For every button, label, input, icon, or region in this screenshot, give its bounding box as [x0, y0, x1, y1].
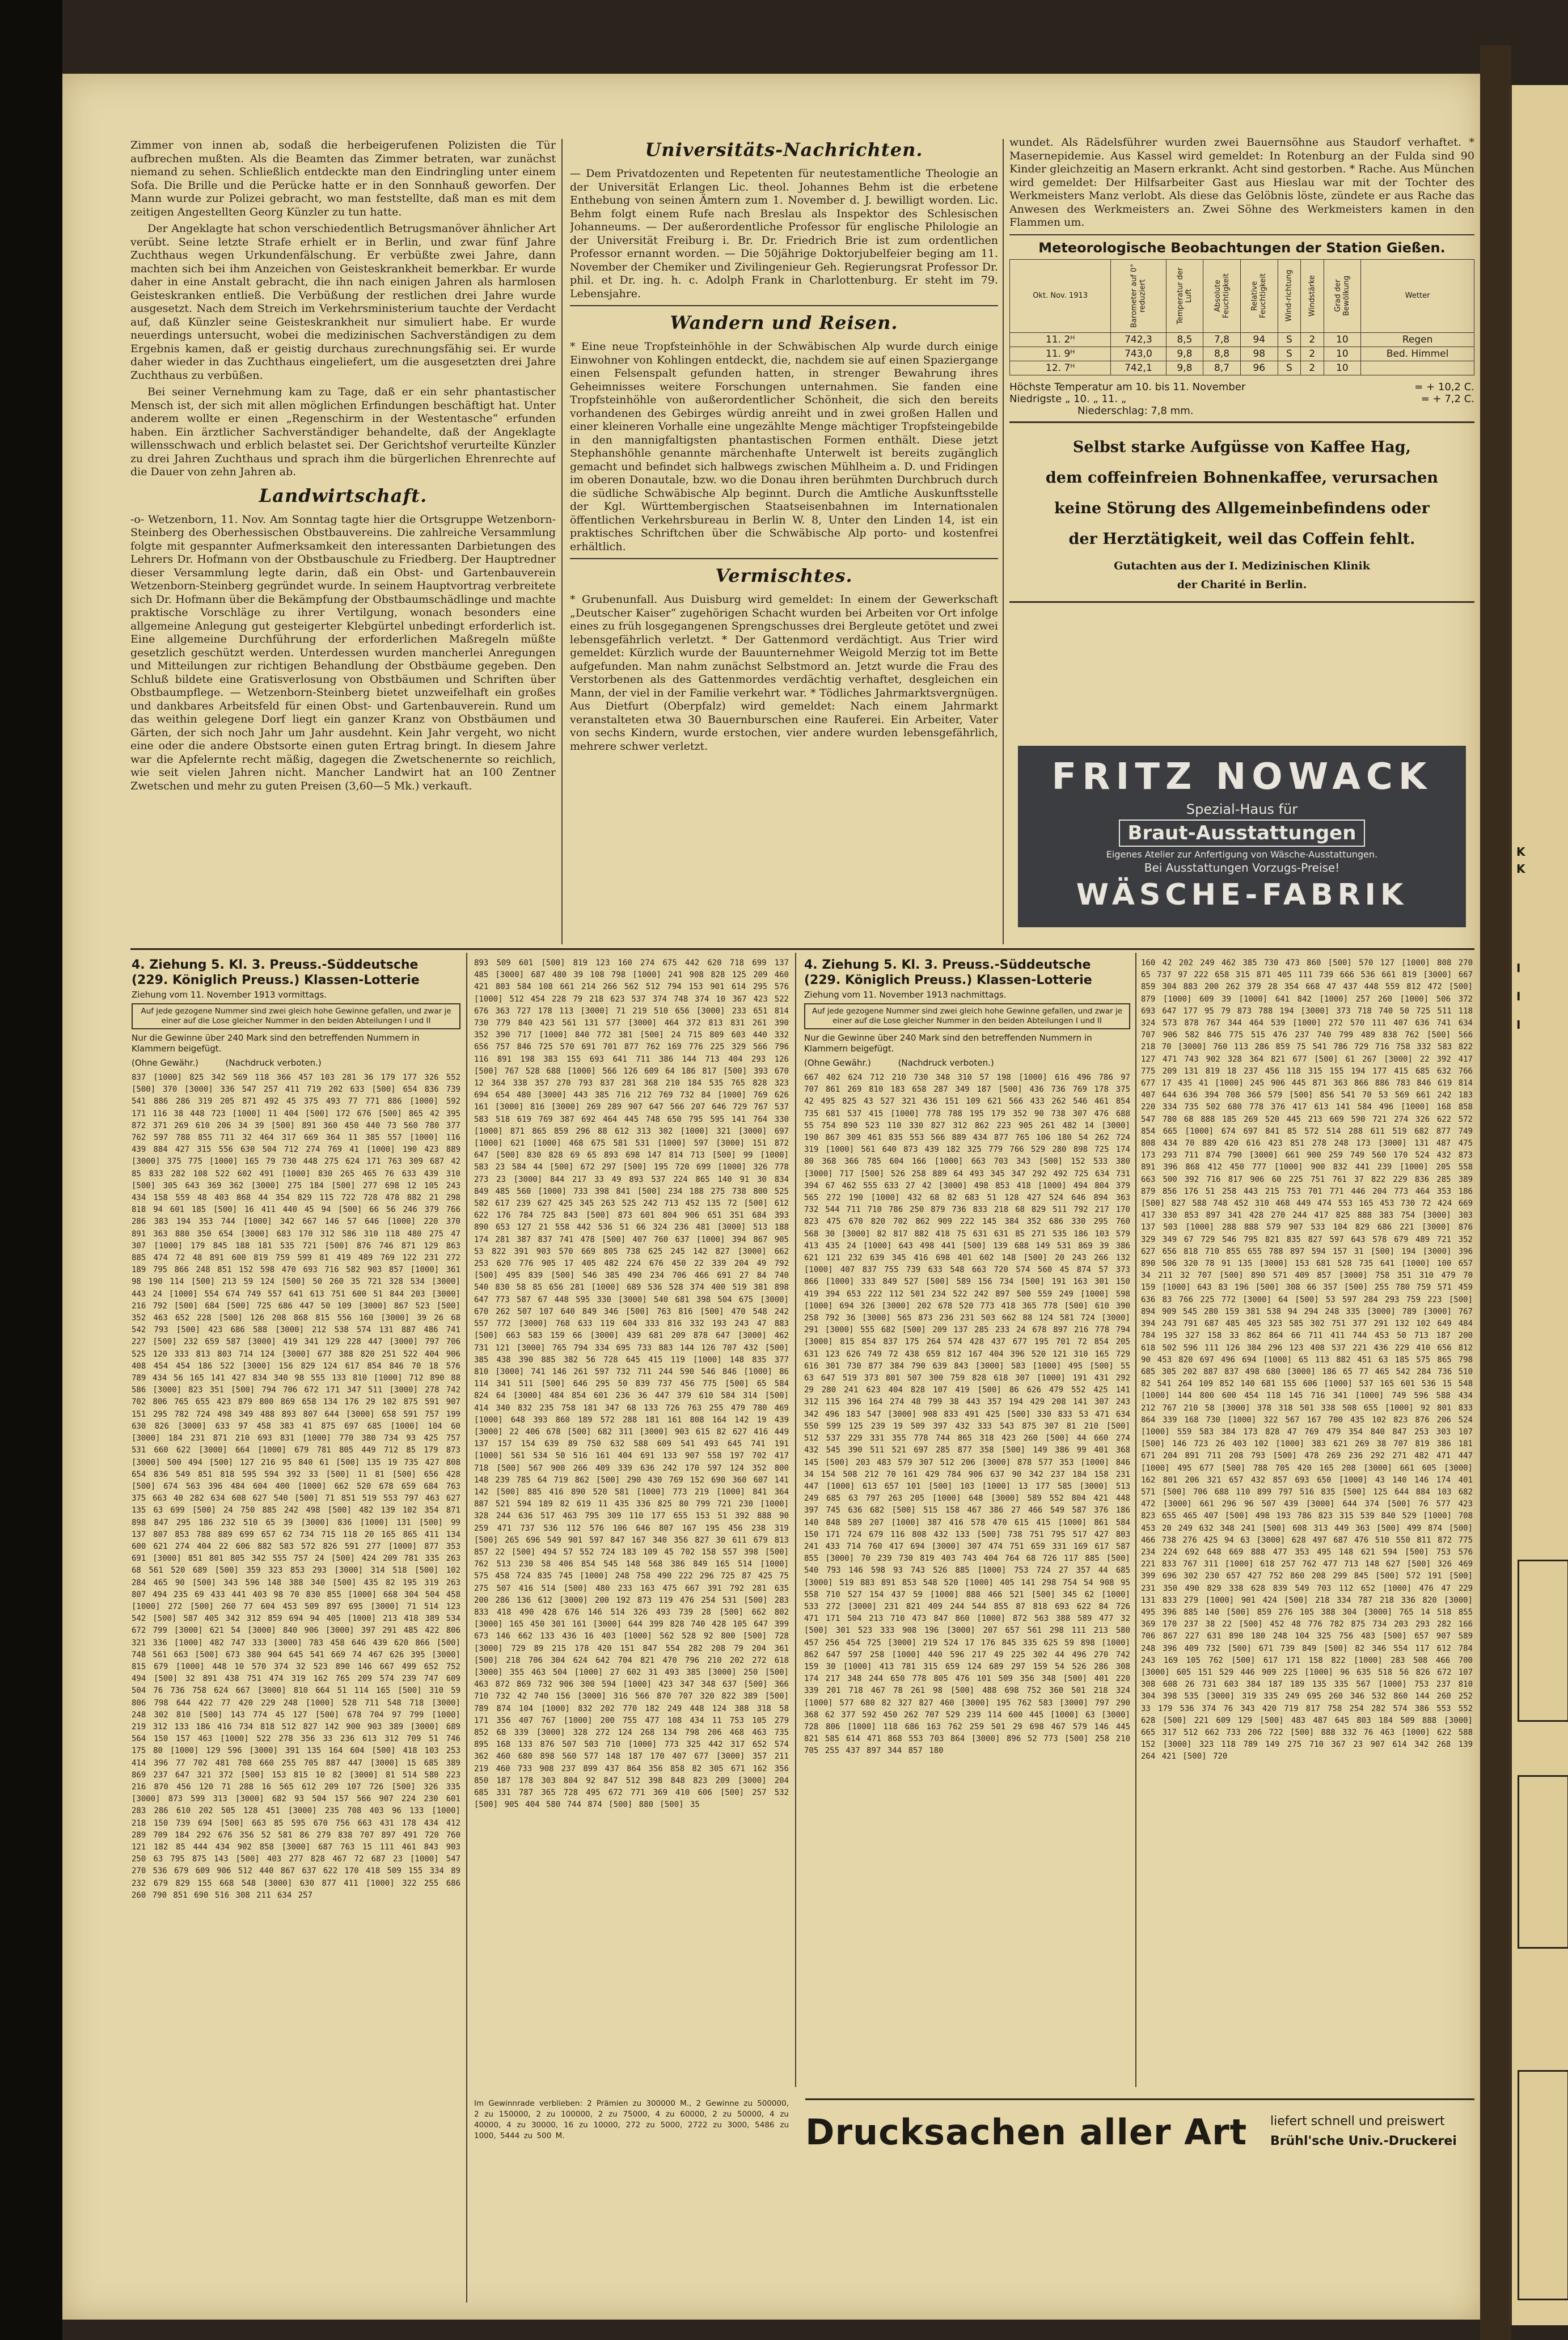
edge-ad-box: [1518, 1560, 1568, 1722]
lottery-left-cont: [474, 957, 789, 2092]
meteo-cell: 10: [1324, 332, 1361, 347]
article-text: Zimmer von innen ab, sodaß die herbeigerufenen Polizisten die Tür aufbrechen mußten. Als die Beamten das Zimmer betraten, war zunächst niemand zu sehen. Schließlich entdeckte man den Eindringling unter einem Sofa. Die Brille und die Perücke hatte er in den Sonnhauß geworfen. Der Mann wurde zur Polizei gebracht, wo man feststellte, daß man es mit dem zeitigen Angestellten Georg Künzler zu tun hatte.: [130, 139, 556, 218]
ad-title: Drucksachen aller Art: [805, 2111, 1248, 2153]
divider: [1009, 234, 1474, 235]
meteo-title: Meteorologische Beobachtungen der Station Gießen.: [1038, 239, 1446, 256]
ad-brand: FRITZ NOWACK: [1051, 756, 1432, 798]
ad-sub: Braut-Ausstattungen: [1119, 820, 1366, 847]
meteo-row: [1010, 347, 1474, 361]
column-rule: [795, 953, 796, 2087]
meteo-cell: 742,1: [1111, 361, 1166, 375]
section-heading-vermischtes: Vermischtes.: [715, 565, 853, 586]
ad-text: liefert schnell und preiswert: [1270, 2114, 1445, 2128]
meteo-row: [1010, 361, 1474, 375]
lottery-left: [132, 957, 460, 2307]
meteo-cell: 10: [1324, 347, 1361, 361]
article-text: -o- Wetzenborn, 11. Nov. Am Sonntag tagte hier die Ortsgruppe Wetzenborn-Steinberg des Oberhessischen Obstbauvereins. Die zahlreiche Versammlung folgte mit gespannter Aufmerksamkeit den interessanten Darbietungen des Lehrers Dr. Hofmann von der Obstbauschule zu Friedberg. Der Hauptredner dieser Versammlung legte darin, daß ein Obst- und Gartenbauverein Wetzenborn-Steinberg gegründet wurde. In seinem Hauptvortrag verbreitete sich Dr. Hofmann über die Bekämpfung der Obstbaumschädlinge und machte praktische Vorschläge zu ihrer Vertilgung, wonach besonders eine allgemeine Anlegung gut gesteigerter Klebgürtel unbedingt erforderlich ist. Eine allgemeine Durchführung der erforderlichen Maßregeln müßte gesetzlich geschützt werden. Unterdessen wurden mancherlei Anregungen und Mitteilungen zur richtigen Behandlung der Obstbäume gegeben. Den Schluß bildete eine Gratisverlosung von Obstbäumen und Schriften über Obstbaumpflege. — Wetzenborn-Steinberg bietet unzweifelhaft ein großes und dankbares Arbeitsfeld für einen Obst- und Gartenbauverein. Rund um das weithin gelegene Dorf liegt ein ganzer Kranz von Obstbäumen und Gärten, der sich noch Jahr um Jahr ausdehnt. Kein Jahr vergeht, wo nicht eine oder die andere Obstsorte einen guten Ertrag bringt. In diesem Jahre war die Apfelernte recht mäßig, dagegen die Zwetschenernte so reichlich, wie seit vielen Jahren nicht. Mancher Landwirt hat an 100 Zentner Zwetschen und mehr zu guten Preisen (3,60—5 Mk.) verkauft.: [130, 513, 556, 792]
divider: [1009, 421, 1474, 423]
meteo-header: Wetter: [1361, 259, 1474, 332]
edge-letter: K: [1516, 845, 1525, 859]
meteo-cell: 8,7: [1203, 361, 1241, 375]
coffee-ad: Selbst starke Aufgüsse von Kaffee Hag, dem coffeinfreien Bohnenkaffee, verursachen keine Störung des Allgemeinbefindens oder der Herztätigkeit, weil das Coffein fehlt. Gutachten aus der I. Medizinischen Klinik der Charité in Berlin.: [1045, 438, 1439, 591]
section-heading-landwirtschaft: Landwirtschaft.: [259, 484, 428, 506]
meteo-rain: Niederschlag: 7,8 mm.: [1077, 404, 1194, 417]
meteo-cell: 94: [1240, 332, 1278, 347]
column-left: [130, 139, 556, 947]
meteo-cell: 2: [1301, 347, 1324, 361]
lottery-note: (Ohne Gewähr.) (Nachdruck verboten.): [804, 1058, 994, 1068]
meteo-cell: 2: [1301, 361, 1324, 375]
lottery-numbers: 160 42 202 249 462 385 730 473 860 [500] 570 127 [1000] 808 270 65 737 97 222 658 315 871 405 111 739 666 536 661 819 [3000] 667 859 304 883 200 262 379 28 354 668 47 437 448 559 812 472 [500] 879 [1000] 609 39 [1000] 641 842 [1000] 257 260 [1000] 506 372 693 647 177 95 79 873 788 194 [3000] 373 718 740 50 725 511 118 324 573 878 767 344 464 539 [1000] 272 570 111 407 636 741 634 707 906 582 846 775 515 476 237 740 799 489 838 762 [500] 566 218 70 [3000] 760 113 286 859 75 541 786 729 716 758 332 583 822 127 471 743 902 328 364 821 677 [500] 61 267 [3000] 22 392 417 775 209 131 819 18 237 456 118 315 155 194 177 415 685 632 766 677 17 435 41 [1000] 245 906 445 871 363 866 886 783 846 619 814 407 644 636 394 708 366 579 [500] 856 541 70 53 569 661 242 183 220 334 735 502 680 778 376 417 613 141 584 496 [1000] 168 858 547 780 68 888 185 269 520 445 213 669 590 721 274 326 622 572 854 665 [1000] 674 697 841 85 572 514 288 611 519 682 877 749 808 434 70 889 420 616 423 851 278 248 173 [3000] 131 487 475 173 293 711 874 790 [3000] 661 900 259 749 560 170 524 432 873 891 396 868 412 450 777 [1000] 900 832 441 239 [1000] 205 558 663 500 392 716 817 906 60 225 751 761 37 822 229 836 285 389 879 856 176 51 258 443 215 753 701 771 446 204 773 464 353 186 [500] 827 588 748 452 310 468 449 474 553 165 453 730 72 424 669 417 330 853 897 341 428 270 244 417 825 888 383 754 [3000] 303 137 503 [1000] 288 888 579 907 533 104 829 686 221 [3000] 876 329 349 67 729 546 795 821 835 827 597 643 578 679 489 721 352 627 656 818 710 855 655 788 897 594 157 31 [500] 194 [3000] 396 890 506 320 78 91 135 [3000] 153 681 528 735 641 [1000] 100 657 34 211 32 707 [500] 890 571 409 857 [3000] 758 351 310 479 70 159 [1000] 643 83 196 [500] 308 66 357 [500] 255 780 759 571 459 636 83 766 225 772 [3000] 64 [500] 53 597 284 293 759 223 [500] 894 909 545 280 159 381 538 94 294 248 335 [3000] 789 [3000] 767 394 243 791 687 485 405 323 585 302 751 377 291 132 102 649 484 784 195 327 158 33 862 864 66 711 411 744 453 50 713 187 200 618 502 596 111 126 384 296 123 408 537 221 436 229 410 656 812 90 453 820 697 496 694 [1000] 65 113 882 451 63 185 575 865 798 685 305 202 887 837 498 680 [3000] 186 65 77 465 542 284 736 510 82 541 264 109 852 140 681 155 606 [1000] 537 165 601 536 15 548 [1000] 144 800 600 454 118 145 716 341 [1000] 749 596 588 434 212 767 210 58 [3000] 378 318 501 338 508 655 [1000] 92 801 833 864 339 168 730 [1000] 322 567 167 700 435 102 823 876 206 524 [1000] 559 583 384 173 828 47 769 479 354 840 847 253 303 107 [500] 146 723 26 403 102 [1000] 383 621 269 38 707 819 386 181 671 204 891 711 208 793 [500] 478 269 236 292 271 482 471 447 [1000] 495 677 [500] 788 705 420 165 208 [3000] 661 605 [3000] 162 801 206 321 657 432 857 693 650 [1000] 43 140 146 174 401 571 [500] 706 688 110 899 797 516 835 [500] 125 644 884 103 682 472 [3000] 661 296 96 507 439 [3000] 644 374 [500] 76 577 423 823 655 465 407 [500] 498 193 786 823 315 539 840 529 [1000] 708 453 20 249 632 348 241 [500] 608 313 449 363 [500] 499 874 [500] 466 738 276 425 94 63 [3000] 628 497 687 476 510 550 811 872 775 234 224 692 648 669 888 477 353 495 148 621 594 [500] 753 576 221 833 767 311 [1000] 618 257 762 477 713 148 627 [500] 326 469 399 696 302 230 657 427 752 860 208 299 845 [500] 572 191 [500] 231 350 490 829 338 628 839 549 703 112 652 [1000] 476 47 229 131 833 279 [1000] 901 424 [500] 218 334 787 218 336 820 [3000] 495 396 885 140 [500] 859 276 105 388 304 [3000] 765 14 518 855 369 170 237 38 22 [500] 452 48 776 782 875 734 203 293 282 166 706 867 227 631 890 180 248 104 325 756 483 [500] 657 907 589 248 396 409 732 [500] 671 739 849 [500] 82 346 554 117 612 784 243 169 105 762 [500] 617 171 158 822 [1000] 283 508 466 700 [3000] 605 151 529 446 909 225 [1000] 96 635 518 56 826 672 107 308 608 26 731 603 384 187 189 135 335 567 [1000] 753 237 810 304 398 535 [3000] 319 335 249 695 260 346 532 860 144 260 252 33 179 536 374 76 343 420 719 817 758 254 282 574 386 553 552 628 [500] 221 609 129 [500] 483 487 645 803 184 509 888 [3000] 665 317 512 662 733 206 722 [500] 888 332 76 463 [1000] 622 588 152 [3000] 323 118 789 149 275 710 367 23 907 614 342 268 139 264 421 [500] 720: [1141, 958, 1473, 1762]
meteo-cell: 98: [1240, 347, 1278, 361]
column-middle: [570, 139, 998, 947]
ad-sub: Eigenes Atelier zur Anfertigung von Wäsche-Ausstattungen.: [1106, 849, 1378, 860]
edge-ad-box: [1518, 2070, 1568, 2300]
meteo-cell: 96: [1240, 361, 1278, 375]
lottery-rule-box: Auf jede gezogene Nummer sind zwei gleich hohe Gewinne gefallen, und zwar je einer auf die Lose gleicher Nummer in den beiden Abteilungen I und II: [804, 1003, 1130, 1029]
meteo-header: Temperatur der Luft: [1166, 259, 1203, 332]
section-heading-university: Universitäts-Nachrichten.: [645, 139, 923, 160]
meteo-cell: S: [1278, 361, 1300, 375]
meteo-cell: Bed. Himmel: [1361, 347, 1474, 361]
meteo-table: [1009, 259, 1474, 375]
meteo-cell: [1361, 361, 1474, 375]
lottery-heading: 4. Ziehung 5. Kl. 3. Preuss.-Süddeutsche: [804, 958, 1091, 972]
meteo-cell: 743,0: [1111, 347, 1166, 361]
section-heading-wandern: Wandern und Reisen.: [670, 312, 898, 333]
meteo-row: [1010, 332, 1474, 347]
edge-letter: I: [1516, 1018, 1521, 1032]
meteo-cell: 9,8: [1166, 361, 1203, 375]
lottery-heading: (229. Königlich Preuss.) Klassen-Lotterie: [804, 973, 1092, 987]
lottery-date: Ziehung vom 11. November 1913 vormittags.: [132, 990, 327, 1000]
meteo-header: Relative Feuchtigkeit: [1240, 259, 1278, 332]
horizontal-rule: [130, 948, 1474, 950]
meteo-header: Wind-richtung: [1278, 259, 1300, 332]
meteo-header: Windstärke: [1301, 259, 1324, 332]
meteo-header: Absolute Feuchtigkeit: [1203, 259, 1241, 332]
column-rule: [1003, 139, 1004, 944]
edge-letter: I: [1516, 990, 1521, 1003]
page-margin-dark: [0, 0, 62, 2340]
meteo-cell: 12. 7ᴴ: [1010, 361, 1111, 375]
meteo-header: Okt. Nov. 1913: [1010, 259, 1111, 332]
meteo-header: Grad der Bewölkung: [1324, 259, 1361, 332]
lottery-numbers: 667 402 624 712 210 730 348 310 57 198 [1000] 616 496 786 97 707 861 269 810 183 658 287 349 187 [500] 436 736 769 178 375 42 495 825 43 527 321 436 151 109 621 566 433 262 546 461 854 735 681 537 415 [1000] 778 788 195 179 352 90 738 307 476 688 55 754 890 523 110 330 827 312 862 223 905 261 482 14 [3000] 190 867 309 461 835 553 566 889 434 877 765 106 180 54 262 724 319 [1000] 561 640 873 439 182 325 779 766 529 280 898 725 174 80 368 366 785 604 166 [1000] 663 703 343 [500] 152 533 380 [3000] 717 [500] 526 258 889 64 493 345 347 292 492 725 634 731 394 67 462 555 633 27 42 [3000] 498 853 418 [1000] 494 804 379 565 272 190 [1000] 432 68 82 683 51 128 427 524 646 894 363 732 544 711 710 786 250 879 736 833 218 68 829 511 792 217 170 823 475 670 820 702 862 909 222 145 384 352 686 330 295 760 568 30 [3000] 82 817 882 418 75 631 631 85 271 535 186 103 579 413 435 24 [1000] 643 498 441 [500] 139 688 149 531 869 39 386 621 121 232 639 345 416 698 401 602 148 [500] 20 243 266 132 [1000] 407 837 755 739 633 548 663 720 574 560 45 874 57 373 866 [1000] 333 849 527 [500] 589 156 734 [500] 191 163 301 150 419 394 653 222 112 501 234 522 242 897 500 559 249 [1000] 598 [1000] 694 326 [3000] 202 678 520 773 418 365 778 [500] 610 390 258 792 36 [3000] 565 873 236 231 503 662 88 124 581 724 [3000] 291 [3000] 555 682 [500] 209 137 285 233 24 678 897 216 778 794 [3000] 815 854 837 175 264 574 428 437 677 195 701 72 854 205 631 123 626 749 72 438 659 812 167 404 396 520 121 310 165 729 616 301 730 877 384 790 639 843 [3000] 583 [1000] 495 [500] 55 63 647 519 373 801 507 300 759 828 618 307 [1000] 191 431 292 29 280 241 623 404 828 107 419 [500] 86 626 479 552 425 141 312 115 396 164 274 48 799 38 443 357 194 429 208 141 307 243 342 496 183 547 [3000] 908 833 491 425 [500] 330 833 53 471 634 550 599 125 239 19 509 397 432 333 543 875 307 81 210 [500] 512 537 229 331 355 778 744 865 318 423 260 [500] 44 660 274 432 545 390 511 521 697 285 877 358 [500] 149 386 99 401 368 145 [500] 203 483 579 307 512 206 [3000] 878 577 353 [1000] 846 34 154 508 212 70 161 429 784 906 637 90 342 237 184 158 231 447 [1000] 613 657 101 [500] 103 [1000] 13 177 585 [3000] 513 249 685 63 797 263 205 [1000] 648 [3000] 589 552 804 421 448 397 745 636 682 [500] 515 158 467 386 27 466 549 587 376 186 140 848 589 207 [1000] 387 416 578 470 615 415 [1000] 861 584 150 171 724 679 116 808 432 133 [500] 738 751 795 517 427 803 241 433 714 760 417 694 [3000] 307 474 751 659 331 169 617 587 855 [3000] 70 239 730 819 403 743 404 764 68 726 117 885 [500] 540 793 146 598 93 743 526 885 [1000] 753 724 27 357 44 685 [3000] 519 883 891 853 548 520 [1000] 405 141 298 754 54 908 95 558 710 527 154 437 59 [1000] 888 466 521 [500] 345 62 [1000] 533 272 [3000] 231 821 409 244 544 855 87 818 693 622 84 726 471 171 504 213 710 473 847 860 [1000] 872 563 388 589 477 32 [500] 301 523 333 908 196 [3000] 207 657 561 298 111 213 580 457 256 454 725 [3000] 219 524 17 176 845 335 625 59 898 [1000] 862 647 597 258 [1000] 440 596 217 49 225 302 44 496 270 742 159 30 [1000] 413 781 315 659 124 689 297 159 54 526 286 308 174 217 348 244 650 778 805 476 101 509 356 348 [500] 401 220 339 201 718 467 78 261 98 [500] 488 698 752 360 501 218 324 [1000] 577 680 82 327 827 460 [3000] 195 762 583 [3000] 797 290 368 62 377 592 450 262 707 529 239 114 600 445 [1000] 63 [3000] 728 806 [1000] 118 686 163 762 259 501 29 698 467 579 146 445 821 585 614 471 868 553 703 864 [3000] 896 52 773 [500] 258 210 705 255 437 897 344 857 180: [804, 1073, 1130, 1756]
lottery-rule-box: Auf jede gezogene Nummer sind zwei gleich hohe Gewinne gefallen, und zwar je einer auf die Lose gleicher Nummer in den beiden Abteilungen I und II: [132, 1003, 460, 1029]
article-text: Bei seiner Vernehmung kam zu Tage, daß er ein sehr phantastischer Mensch ist, der sich mit allen möglichen Erfindungen beschäftigt hat. Unter anderem wollte er einen „Regenschirm in der Westentasche“ erfunden haben. Ein ärztlicher Sachverständiger behandelte, daß der Angeklagte willensschwach und erblich belastet sei. Der Gerichtshof verurteilte Künzler zu drei Jahren Zuchthaus und sprach ihm die bürgerlichen Ehrenrechte auf die Dauer von zehn Jahren ab.: [130, 386, 556, 478]
ad-text: Brühl'sche Univ.-Druckerei: [1270, 2134, 1457, 2148]
lottery-note: (Ohne Gewähr.) (Nachdruck verboten.): [132, 1058, 322, 1068]
lottery-date: Ziehung vom 11. November 1913 nachmittags.: [804, 990, 1007, 1000]
meteo-cell: 8,8: [1203, 347, 1241, 361]
meteo-cell: 9,8: [1166, 347, 1203, 361]
divider: [570, 305, 998, 306]
drucksachen-ad: [805, 2098, 1474, 2214]
prize-note: Im Gewinnrade verblieben: 2 Prämien zu 300000 M., 2 Gewinne zu 500000, 2 zu 150000, 2 zu 100000, 2 zu 75000, 4 zu 60000, 2 zu 50000, 4 zu 40000, 4 zu 30000, 16 zu 10000, 272 zu 5000, 2722 zu 3000, 5486 zu 1000, 5444 zu 500 M.: [474, 2099, 789, 2140]
edge-letter: I: [1516, 961, 1521, 975]
meteo-cell: 2: [1301, 332, 1324, 347]
lottery-heading: 4. Ziehung 5. Kl. 3. Preuss.-Süddeutsche: [132, 958, 419, 972]
fritz-nowack-ad: [1018, 746, 1466, 927]
meteo-max: Höchste Temperatur am 10. bis 11. November = + 10,2 C.: [1009, 381, 1474, 393]
article-text: Der Angeklagte hat schon verschiedentlich Betrugsmanöver ähnlicher Art verübt. Seine letzte Strafe erhielt er in Berlin, und zwar fünf Jahre Zuchthaus wegen Urkundenfälschung. Er verbüßte zwei Jahre, dann machten sich bei ihm Anzeichen von Geisteskrankheit bemerkbar. Er wurde daher in eine Anstalt gebracht, die ihn nach einigen Jahren als harmlosen Geisteskranken entließ. Die Verbüßung der restlichen drei Jahre wurde ausgesetzt. Nach dem Streich im Verkehrsministerium tauchte der Verdacht auf, daß Künzler seine Geisteskrankheit nur simuliert habe. Er wurde neuerdings untersucht, wobei die medizinischen Sachverständigen zu dem Ergebnis kamen, daß er geistig durchaus zurechnungsfähig sei. Er wurde daher wieder in das Zuchthaus eingeliefert, um die ausgesetzten drei Jahre Zuchthaus zu verbüßen.: [130, 222, 556, 382]
meteo-cell: 742,3: [1111, 332, 1166, 347]
lottery-numbers: 837 [1000] 825 342 569 118 366 457 103 281 36 179 177 326 552 [500] 370 [3000] 336 547 257 411 719 202 633 [500] 654 836 739 541 886 286 319 205 871 492 45 375 493 77 771 886 [1000] 592 171 116 38 448 723 [1000] 11 404 [500] 172 676 [500] 865 42 395 872 371 269 610 206 34 39 [500] 891 360 450 440 73 560 780 377 762 597 788 855 711 32 464 317 669 364 11 385 557 [1000] 116 439 884 427 315 556 630 504 712 274 769 41 [1000] 190 423 889 [3000] 375 775 [1000] 165 79 730 448 275 624 171 763 309 687 42 85 833 282 108 522 602 491 [1000] 830 265 465 76 633 439 310 [500] 305 643 369 362 [3000] 275 184 [500] 277 698 12 105 243 434 158 559 48 403 868 44 354 829 115 722 728 478 882 21 298 818 94 601 185 [500] 16 411 440 45 94 [500] 66 56 246 379 766 286 383 194 353 744 [1000] 342 667 146 57 646 [1000] 220 370 891 363 880 350 654 [3000] 683 170 312 586 310 118 480 275 47 307 [1000] 179 845 188 181 535 721 [500] 876 746 871 129 863 885 474 72 48 891 600 819 759 599 81 419 489 769 122 231 272 189 795 866 248 851 152 598 470 693 716 582 903 857 [1000] 361 98 190 114 [500] 213 59 124 [500] 50 260 35 721 328 534 [3000] 443 24 [1000] 554 674 749 557 641 613 751 600 51 844 203 [3000] 216 792 [500] 684 [500] 725 686 447 50 109 [3000] 867 523 [500] 352 463 652 228 [500] 126 208 868 815 556 160 [3000] 39 26 68 542 793 [500] 423 686 588 [3000] 212 538 574 131 887 486 741 227 [500] 232 659 587 [3000] 419 341 129 228 447 [3000] 797 706 525 120 333 813 803 714 124 [3000] 677 388 820 251 522 404 906 408 454 454 186 522 [3000] 156 829 124 617 854 846 70 18 576 789 434 56 165 141 427 834 340 98 555 133 810 [1000] 712 890 88 586 [3000] 823 351 [500] 794 706 672 171 347 511 [3000] 278 742 702 806 765 655 423 879 800 869 658 134 176 29 102 875 591 907 151 295 782 724 498 349 488 893 807 644 [3000] 658 591 757 199 630 826 [3000] 633 97 458 383 41 875 697 685 [1000] 104 60 [3000] 184 231 871 210 693 831 [1000] 770 380 734 93 425 757 531 660 622 [3000] 664 [1000] 679 781 805 449 712 85 179 873 [3000] 500 494 [500] 127 216 95 840 61 [500] 135 19 735 427 808 654 836 549 851 818 595 594 392 33 [500] 11 81 [500] 656 428 [500] 674 563 396 484 604 400 [1000] 662 520 678 659 684 763 375 663 40 282 634 608 627 540 [500] 71 851 519 553 797 463 627 135 63 699 [500] 24 750 885 242 498 [500] 482 139 102 354 871 898 847 295 186 232 510 65 39 [3000] 836 [1000] 131 [500] 99 137 807 853 788 889 699 657 62 734 715 118 20 165 865 411 134 600 621 274 404 22 606 882 583 572 826 591 277 [1000] 877 353 691 [3000] 851 801 805 342 555 757 24 [500] 424 209 781 335 263 68 561 520 689 [500] 359 323 853 293 [3000] 314 518 [500] 102 284 465 90 [500] 343 596 148 388 340 [500] 435 82 195 319 263 807 494 235 69 433 441 403 98 70 830 855 [1000] 668 304 504 458 [1000] 272 [500] 260 77 604 453 509 897 695 [3000] 71 514 123 542 [500] 587 405 342 312 859 694 94 405 [1000] 213 418 389 534 672 799 [3000] 621 54 [3000] 840 906 [3000] 397 291 485 422 806 321 336 [1000] 482 747 333 [3000] 783 458 646 439 620 866 [500] 748 561 663 [500] 673 380 904 645 541 669 74 467 626 395 [3000] 815 679 [1000] 448 10 570 374 32 523 890 146 667 499 652 752 494 [500] 32 891 438 751 474 319 162 765 209 574 239 747 609 504 76 736 758 624 667 [3000] 810 664 51 114 165 [500] 310 59 806 798 644 422 77 420 229 248 [1000] 528 711 548 718 [3000] 248 302 810 [500] 143 774 45 127 [500] 678 704 97 799 [1000] 219 312 133 186 416 734 818 512 827 142 900 903 389 [3000] 689 564 150 157 463 [1000] 522 278 356 33 236 613 312 709 51 746 175 80 [1000] 129 596 [3000] 391 135 164 604 [500] 418 103 253 414 396 77 702 481 708 660 255 705 887 447 [3000] 15 685 389 869 237 647 321 372 [500] 153 815 10 82 [3000] 81 514 580 223 216 870 456 120 71 288 16 565 612 209 107 726 [500] 326 335 [3000] 873 599 313 [3000] 682 93 504 157 566 907 224 230 601 283 286 610 202 505 128 451 [3000] 235 708 403 96 133 [1000] 218 150 739 694 [500] 663 85 595 670 756 663 431 178 434 412 289 709 184 292 676 356 52 581 86 279 838 707 897 491 720 760 121 182 85 444 434 902 858 [3000] 687 763 15 111 461 843 903 250 63 795 875 143 [500] 403 277 828 467 72 687 23 [1000] 547 270 536 679 609 906 512 440 867 637 622 170 418 509 155 334 89 232 679 829 155 668 548 [3000] 630 877 411 [1000] 322 255 686 260 790 851 690 516 308 211 634 257: [132, 1073, 460, 1900]
article-text: wundet. Als Rädelsführer wurden zwei Bauernsöhne aus Staudorf verhaftet. * Masernepidemie. Aus Kassel wird gemeldet: In Rotenburg an der Fulda sind 90 Kinder gleichzeitig an Masern erkrankt. Acht sind gestorben. * Rache. Aus München wird gemeldet: Der Hilfsarbeiter Gast aus Hieslau war mit der Tochter des Werkmeisters Manz verlobt. Als diese das Gelöbnis löste, zündete er aus Rache das Anwesen des Werkmeisters an. Zwei Söhne des Werkmeisters kamen in den Flammen um.: [1009, 136, 1474, 229]
divider: [570, 558, 998, 559]
ad-sub: Spezial-Haus für: [1186, 801, 1298, 817]
adjacent-page-edge: [1508, 85, 1568, 2325]
meteo-cell: 8,5: [1166, 332, 1203, 347]
book-spine: [1480, 45, 1511, 2340]
column-rule: [1135, 953, 1136, 2087]
meteo-cell: S: [1278, 332, 1300, 347]
article-text: — Dem Privatdozenten und Repetenten für neutestamentliche Theologie an der Universität Erlangen Lic. theol. Johannes Behm ist die erbetene Enthebung von seinen Ämtern zum 1. November d. J. bewilligt worden. Lic. Behm folgt einem Rufe nach Breslau als Inspektor des Schlesischen Johanneums. — Der außerordentliche Professor für englische Philologie an der Universität Freiburg i. Br. Dr. Friedrich Brie ist zum ordentlichen Professor ernannt worden. — Die 50jährige Doktorjubelfeier beging am 11. November der Chemiker und Zivilingenieur Geh. Regierungsrat Professor Dr. phil. et Dr. ing. h. c. Adolph Frank in Charlottenburg. Er steht im 79. Lebensjahre.: [570, 167, 998, 300]
lottery-numbers: 893 509 601 [500] 819 123 160 274 675 442 620 718 699 137 485 [3000] 687 480 39 108 798 [1000] 241 908 828 125 209 460 421 803 584 108 661 214 266 562 512 794 153 901 614 295 576 [1000] 512 454 228 79 218 623 537 374 748 374 10 367 423 522 676 363 727 178 113 [3000] 71 219 510 656 [3000] 233 651 814 730 779 840 423 561 131 577 [3000] 464 372 813 831 261 390 352 390 717 [1000] 840 772 381 [500] 24 715 809 603 440 332 656 757 846 725 570 691 701 877 762 169 776 225 329 566 796 116 891 198 383 155 693 641 711 386 144 713 404 293 126 [500] 767 528 688 [1000] 566 126 609 64 186 817 [500] 393 670 12 364 338 357 270 793 837 281 368 210 184 535 765 828 323 694 654 480 [3000] 443 385 716 212 769 732 84 [1000] 769 626 161 [3000] 816 [3000] 269 289 907 647 566 207 646 729 767 537 583 518 619 769 387 692 464 445 748 650 795 595 141 764 330 [1000] 871 865 859 296 88 612 313 302 [1000] 321 [3000] 697 [1000] 621 [1000] 468 675 581 531 [1000] 597 [3000] 151 872 647 [500] 830 828 69 65 893 698 147 814 713 [500] 99 [1000] 583 23 584 44 [500] 672 297 [500] 195 720 699 [1000] 326 778 273 23 [3000] 844 217 33 49 893 537 224 865 140 91 30 834 849 485 560 [1000] 733 398 841 [500] 234 188 275 738 800 525 582 617 239 627 425 345 263 525 242 713 452 135 72 [500] 612 622 176 784 725 843 [500] 873 601 804 906 651 351 684 393 890 653 127 21 558 442 536 51 66 324 236 481 [3000] 513 188 174 281 387 837 741 478 [500] 407 760 637 [1000] 394 867 905 53 822 391 903 570 669 805 738 625 245 142 827 [3000] 662 253 620 776 905 17 405 482 224 676 450 22 339 204 49 792 [500] 495 839 [500] 546 385 490 234 706 466 691 27 84 740 540 830 58 85 656 281 [1000] 689 536 528 374 400 519 381 898 647 773 587 67 448 595 330 [3000] 540 681 398 504 675 [3000] 670 262 507 107 640 849 346 [500] 763 816 [500] 470 548 242 557 772 [3000] 768 633 119 604 333 816 332 193 243 47 883 [500] 663 583 159 66 [3000] 439 681 209 878 647 [3000] 462 731 121 [3000] 765 794 334 695 733 883 144 126 707 432 [500] 385 438 390 885 382 56 728 645 415 119 [1000] 148 835 377 810 [3000] 741 146 261 597 732 711 244 590 546 846 [1000] 86 114 341 511 [500] 646 295 50 839 737 456 775 [500] 65 584 824 64 [3000] 484 854 601 236 36 447 379 610 584 314 [500] 414 340 832 235 758 181 347 68 133 726 763 255 479 780 469 [1000] 648 393 860 189 572 288 181 161 808 164 142 19 439 [3000] 22 406 678 [500] 682 311 [3000] 903 615 82 627 416 449 137 157 154 639 89 750 632 588 609 541 493 645 741 191 [1000] 561 534 50 516 161 404 691 133 907 558 197 702 417 718 [500] 567 900 266 409 339 636 242 170 597 124 352 800 148 239 785 64 719 862 [500] 290 430 769 152 690 360 607 141 142 [500] 885 416 890 520 581 [1000] 773 219 [1000] 841 364 887 521 594 189 82 619 11 435 336 825 80 799 721 230 [1000] 328 244 636 517 463 795 309 110 177 655 153 51 392 888 90 259 471 737 536 112 576 106 646 807 167 195 456 238 319 [500] 265 696 549 901 597 847 167 340 356 827 30 611 679 813 857 22 [500] 494 57 552 724 183 109 45 702 158 557 398 [500] 762 513 230 58 406 854 545 148 568 386 849 165 514 [1000] 575 458 724 835 745 [1000] 248 758 490 222 296 725 87 425 75 275 507 416 514 [500] 480 233 163 475 667 391 792 281 635 200 286 136 612 [3000] 200 192 873 119 476 254 531 [500] 283 833 418 490 428 676 146 514 326 493 739 28 [500] 662 802 [3000] 165 450 301 161 [3000] 644 399 828 740 428 105 647 399 673 146 662 133 436 16 403 [1000] 562 528 92 800 [500] 728 [3000] 729 89 215 178 420 151 847 554 282 208 79 204 361 [500] 218 706 304 624 642 704 821 470 796 210 202 272 618 [3000] 355 463 504 [1000] 27 602 31 493 385 [3000] 250 [500] 463 872 869 732 906 300 594 [1000] 423 347 348 637 [500] 366 710 732 42 740 156 [3000] 316 566 870 707 320 822 389 [500] 789 874 104 [1000] 832 202 770 182 249 448 124 388 318 58 171 356 407 767 [1000] 200 755 477 108 434 11 753 105 279 852 68 339 [3000] 328 272 124 268 134 798 206 468 463 735 895 168 133 876 507 503 710 [1000] 773 325 442 317 652 574 362 460 680 898 560 577 148 187 170 407 677 [3000] 357 211 219 460 733 908 237 899 437 864 356 858 82 305 671 162 356 850 187 178 303 804 92 847 512 398 848 823 209 [3000] 204 685 331 787 365 728 495 672 771 369 410 606 [500] 257 532 [500] 905 404 580 744 874 [500] 880 [500] 35: [474, 958, 789, 1810]
meteo-cell: Regen: [1361, 332, 1474, 347]
meteo-min: Niedrigste „ 10. „ 11. „ = + 7,2 C.: [1009, 392, 1474, 405]
column-rule: [466, 953, 467, 2303]
ad-sub: Bei Ausstattungen Vorzugs-Preise!: [1144, 861, 1340, 875]
meteo-cell: 10: [1324, 361, 1361, 375]
ad-bottom: WÄSCHE-FABRIK: [1076, 878, 1408, 912]
meteo-cell: 7,8: [1203, 332, 1241, 347]
edge-letter: K: [1516, 862, 1525, 876]
edge-ad-box: [1518, 1775, 1568, 1949]
lottery-right: [804, 957, 1130, 2092]
meteo-header: Barometer auf 0° reduziert: [1111, 259, 1166, 332]
lottery-right-cont: [1141, 957, 1473, 2092]
divider: [1009, 601, 1474, 603]
meteo-cell: S: [1278, 347, 1300, 361]
column-rule: [561, 139, 563, 944]
article-text: * Eine neue Tropfsteinhöhle in der Schwäbischen Alp wurde durch einige Einwohner von Kohlingen entdeckt, die, nachdem sie auf einen Spaziergange einen Felsenspalt gefunden hatten, in strenger Bewahrung ihres Geheimnisses weitere Forschungen unternahmen. Sie fanden eine Tropfsteinhöhle von außerordentlicher Schönheit, die sich den bereits vorhandenen des Gebirges würdig anreiht und in zwei großen Hallen und einer kleineren Vorhalle eine ungezählte Menge mächtiger Tropfsteingebilde in den mannigfaltigsten phantastischen Formen enthält. Diese jetzt Stephanshöhle genannte märchenhafte Unterwelt ist bereits zugänglich gemacht und befindet sich halbwegs zwischen Mühlheim a. D. und Fridingen im oberen Donautale, bzw. wo die Donau ihren berühmten Durchbruch durch die südliche Schwäbische Alp beginnt. Durch die Amtliche Auskunftsstelle der Kgl. Württembergischen Staatseisenbahnen im Internationalen öffentlichen Verkehrsbureau in Berlin W. 8, Unter den Linden 14, ist ein praktisches Schriftchen über die Schwäbische Alp porto- und kostenfrei erhältlich.: [570, 340, 998, 553]
lottery-heading: (229. Königlich Preuss.) Klassen-Lotterie: [132, 973, 420, 987]
lottery-note: Nur die Gewinne über 240 Mark sind den betreffenden Nummern in Klammern beigefügt.: [804, 1033, 1092, 1054]
lottery-note: Nur die Gewinne über 240 Mark sind den betreffenden Nummern in Klammern beigefügt.: [132, 1033, 420, 1054]
article-text: * Grubenunfall. Aus Duisburg wird gemeldet: In einem der Gewerkschaft „Deutscher Kaiser“ zugehörigen Schacht wurden bei Arbeiten vor Ort infolge eines zu früh losgegangenen Sprengschusses drei Bergleute getötet und zwei lebensgefährlich verletzt. * Der Gattenmord verdächtigt. Aus Trier wird gemeldet: Kürzlich wurde der Bauunternehmer Weigold Merzig tot im Bette aufgefunden. Man nahm zunächst Selbstmord an. Jetzt wurde die Frau des Verstorbenen als des Gattenmordes verdächtig verhaftet, desgleichen ein Mann, der viel in der Familie verkehrt war. * Tödliches Jahrmarktsvergnügen. Aus Dietfurt (Oberpfalz) wird gemeldet: Nach einem Jahrmarkt veranstalteten etwa 30 Bauernburschen eine Rauferei. Ein Arbeiter, Vater von sechs Kindern, wurde erstochen, vier andere wurden lebensgefährlich, mehrere schwer verletzt.: [570, 593, 998, 753]
meteo-cell: 11. 9ᴴ: [1010, 347, 1111, 361]
meteo-cell: 11. 2ᴴ: [1010, 332, 1111, 347]
